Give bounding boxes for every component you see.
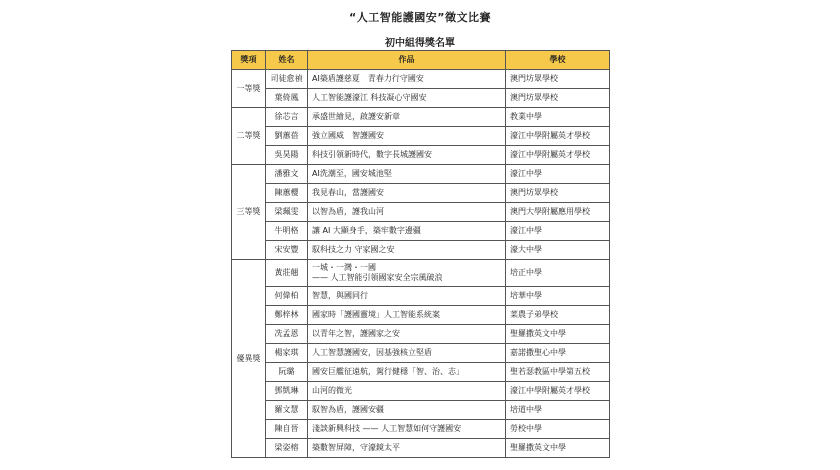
name-cell: 何偉柏 xyxy=(266,287,308,306)
prize-cell: 一等獎 xyxy=(232,70,266,108)
work-cell xyxy=(308,146,506,165)
school-cell: 濠江中學附屬英才學校 xyxy=(506,146,610,165)
table-row xyxy=(232,382,610,401)
school-cell: 培道中學 xyxy=(506,401,610,420)
name-cell: 梁姿榕 xyxy=(266,439,308,458)
work-title-line: 國安巨艦征遠航，駕行健穩「智、治、志」 xyxy=(312,367,464,376)
work-cell xyxy=(308,344,506,363)
document-subtitle: 初中組得獎名單 xyxy=(385,38,455,49)
work-cell xyxy=(308,165,506,184)
work-title-line: 讓 AI 大顯身手，築牢數字邊疆 xyxy=(312,226,421,235)
work-cell xyxy=(308,306,506,325)
name-cell: 葉倚鳳 xyxy=(266,89,308,108)
name-cell: 陳自晉 xyxy=(266,420,308,439)
name-cell: 鄧凱琳 xyxy=(266,382,308,401)
school-cell: 嘉諾撒聖心中學 xyxy=(506,344,610,363)
school-cell: 聖羅撒英文中學 xyxy=(506,439,610,458)
name-cell: 梁珮雯 xyxy=(266,203,308,222)
school-cell: 濠江中學 xyxy=(506,165,610,184)
work-title-line: 以智為盾，護我山河 xyxy=(312,207,384,216)
table-row xyxy=(232,89,610,108)
work-cell xyxy=(308,420,506,439)
school-cell: 培正中學 xyxy=(506,260,610,287)
school-cell: 勞校中學 xyxy=(506,420,610,439)
header-name: 姓名 xyxy=(266,51,308,70)
name-cell: 潘雅文 xyxy=(266,165,308,184)
awards-body xyxy=(232,70,610,458)
work-cell xyxy=(308,203,506,222)
work-cell xyxy=(308,108,506,127)
school-cell: 菜農子弟學校 xyxy=(506,306,610,325)
name-cell: 冼孟恩 xyxy=(266,325,308,344)
work-cell xyxy=(308,439,506,458)
work-title-line: 我見春山，當護國安 xyxy=(312,188,384,197)
work-title-line: 一城・一灣・一國 xyxy=(312,263,376,272)
name-cell: 吳昊陽 xyxy=(266,146,308,165)
work-cell xyxy=(308,184,506,203)
table-row xyxy=(232,287,610,306)
work-cell xyxy=(308,325,506,344)
work-title-line: 淺談新興科技 —— 人工智慧如何守護國安 xyxy=(312,424,462,433)
prize-cell: 優異獎 xyxy=(232,260,266,458)
school-cell: 濠江中學 xyxy=(506,222,610,241)
work-title-line: AI洗潮至，國安城池堅 xyxy=(312,169,392,178)
name-cell: 牛明格 xyxy=(266,222,308,241)
work-title-line: 國家時「護國靈境」人工智能系統案 xyxy=(312,310,440,319)
school-cell: 澳門大學附屬應用學校 xyxy=(506,203,610,222)
work-title-line: 科技引領新時代，數字長城護國安 xyxy=(312,150,432,159)
document-title: “人工智能護國安”徵文比賽 xyxy=(349,11,491,24)
work-title-line: 馭科技之力 守家國之安 xyxy=(312,245,395,254)
name-cell: 鄭梓林 xyxy=(266,306,308,325)
table-row xyxy=(232,420,610,439)
table-header-row xyxy=(232,51,610,70)
work-title-line: 承盛世繪見，啟護安新章 xyxy=(312,112,400,121)
table-row xyxy=(232,127,610,146)
table-row xyxy=(232,241,610,260)
work-cell xyxy=(308,222,506,241)
work-title-line: AI築盾護慈夏 青春力行守國安 xyxy=(312,74,424,83)
table-row xyxy=(232,260,610,287)
name-cell: 楊家琪 xyxy=(266,344,308,363)
work-title-line: 以青年之智，護國家之安 xyxy=(312,329,400,338)
table-row xyxy=(232,108,610,127)
table-row xyxy=(232,203,610,222)
work-cell xyxy=(308,401,506,420)
name-cell: 宋安豐 xyxy=(266,241,308,260)
work-cell xyxy=(308,287,506,306)
school-cell: 澳門坊眾學校 xyxy=(506,89,610,108)
work-title-line: 馭智為盾，護國安疆 xyxy=(312,405,384,414)
work-title-line: —— 人工智能引領國家安全宗風破浪 xyxy=(312,273,443,282)
header-prize: 獎項 xyxy=(232,51,266,70)
school-cell: 澳門坊眾學校 xyxy=(506,184,610,203)
name-cell: 劉蕙蓓 xyxy=(266,127,308,146)
work-cell xyxy=(308,382,506,401)
work-cell xyxy=(308,127,506,146)
table-row xyxy=(232,184,610,203)
work-title-line: 築數智屏障，守濠鏡太平 xyxy=(312,443,400,452)
table-row xyxy=(232,165,610,184)
table-row xyxy=(232,325,610,344)
work-cell xyxy=(308,89,506,108)
name-cell: 徐芯言 xyxy=(266,108,308,127)
work-title-line: 智慧，與國同行 xyxy=(312,291,368,300)
school-cell: 聖若瑟教區中學第五校 xyxy=(506,363,610,382)
prize-cell: 二等獎 xyxy=(232,108,266,165)
work-title-line: 山河的微光 xyxy=(312,386,352,395)
table-row xyxy=(232,344,610,363)
table-row xyxy=(232,306,610,325)
prize-cell: 三等獎 xyxy=(232,165,266,260)
table-row xyxy=(232,70,610,89)
table-row xyxy=(232,222,610,241)
table-row xyxy=(232,401,610,420)
header-work: 作品 xyxy=(308,51,506,70)
school-cell: 濠江中學附屬英才學校 xyxy=(506,382,610,401)
table-row xyxy=(232,146,610,165)
work-cell xyxy=(308,363,506,382)
work-title-line: 人工智慧護國安，因基強核立堅盾 xyxy=(312,348,432,357)
school-cell: 教業中學 xyxy=(506,108,610,127)
work-title-line: 強立國威 智護國安 xyxy=(312,131,384,140)
school-cell: 澳門坊眾學校 xyxy=(506,70,610,89)
table-row xyxy=(232,439,610,458)
table-row xyxy=(232,363,610,382)
school-cell: 濠大中學 xyxy=(506,241,610,260)
name-cell: 黃莊翹 xyxy=(266,260,308,287)
work-title-line: 人工智能護濠江 科技凝心守國安 xyxy=(312,93,427,102)
name-cell: 司徒愈禎 xyxy=(266,70,308,89)
work-cell xyxy=(308,241,506,260)
school-cell: 聖羅撒英文中學 xyxy=(506,325,610,344)
work-cell xyxy=(308,260,506,287)
header-school: 學校 xyxy=(506,51,610,70)
school-cell: 濠江中學附屬英才學校 xyxy=(506,127,610,146)
name-cell: 阮璐 xyxy=(266,363,308,382)
school-cell: 培華中學 xyxy=(506,287,610,306)
awards-table xyxy=(231,50,610,458)
work-cell xyxy=(308,70,506,89)
name-cell: 羅文慧 xyxy=(266,401,308,420)
name-cell: 陳蕙櫻 xyxy=(266,184,308,203)
